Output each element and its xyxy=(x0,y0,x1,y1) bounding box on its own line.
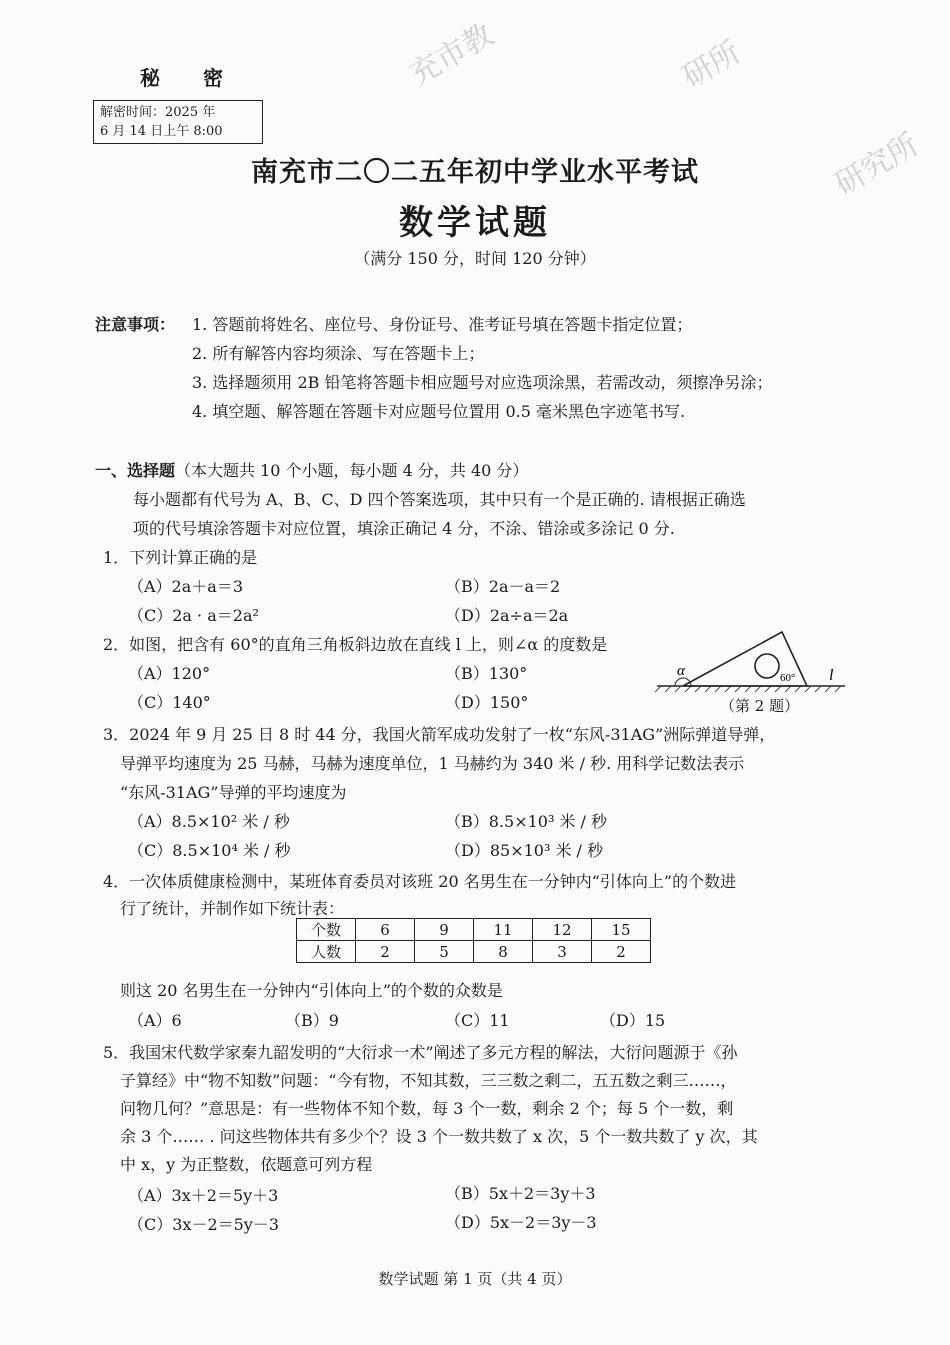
question-2-stem: 2．如图，把含有 60°的直角三角板斜边放在直线 l 上，则∠α 的度数是 xyxy=(103,635,608,654)
label-line-l: l xyxy=(829,667,834,684)
question-2-option-c: （C）140° xyxy=(128,693,211,712)
section-title: 一、选择题 xyxy=(95,461,176,480)
table-row xyxy=(297,941,651,963)
exam-subtitle: （满分 150 分，时间 120 分钟） xyxy=(354,249,596,268)
question-3-stem: “东风-31AG”导弹的平均速度为 xyxy=(120,783,347,802)
label-alpha: α xyxy=(677,663,685,679)
statistics-table xyxy=(296,918,651,963)
table-cell: 个数 xyxy=(297,919,356,941)
ground-hatch xyxy=(655,686,841,692)
question-5-stem: 余 3 个…… . 问这些物体共有多少个？设 3 个一数共数了 x 次，5 个一数共数了 y 次，其 xyxy=(120,1127,758,1146)
watermark: 研所 xyxy=(677,34,747,96)
table-cell: 11 xyxy=(474,919,533,941)
question-3-stem: 3．2024 年 9 月 25 日 8 时 44 分，我国火箭军成功发射了一枚“东风-31AG”洲际弹道导弹， xyxy=(103,725,776,744)
table-cell: 2 xyxy=(592,941,651,963)
table-row xyxy=(297,919,651,941)
table-cell: 12 xyxy=(533,919,592,941)
question-5-option-d: （D）5x－2＝3y－3 xyxy=(445,1213,597,1232)
question-1-option-b: （B）2a－a＝2 xyxy=(445,577,561,596)
question-2-option-b: （B）130° xyxy=(445,664,528,683)
declassification-box xyxy=(93,100,263,144)
question-4-stem: 行了统计，并制作如下统计表： xyxy=(120,899,345,918)
question-3-option-c: （C）8.5×10⁴ 米 / 秒 xyxy=(128,841,291,860)
page-footer: 数学试题 第 1 页（共 4 页） xyxy=(378,1270,572,1288)
table-cell: 2 xyxy=(356,941,415,963)
question-5-stem: 问物几何？”意思是：有一些物体不知个数，每 3 个一数，剩余 2 个；每 5 个一数，剩 xyxy=(120,1099,734,1118)
question-3-option-b: （B）8.5×10³ 米 / 秒 xyxy=(445,812,608,831)
notice-item: 1. 答题前将姓名、座位号、身份证号、准考证号填在答题卡指定位置； xyxy=(192,315,693,334)
question-3-stem: 导弹平均速度为 25 马赫，马赫为速度单位，1 马赫约为 340 米 / 秒. 用科学记数法表示 xyxy=(120,754,745,773)
question-2-figure xyxy=(655,628,855,694)
notice-item: 3. 选择题须用 2B 铅笔将答题卡相应题号对应选项涂黑，若需改动，须擦净另涂； xyxy=(192,373,773,392)
question-5-stem: 中 x，y 为正整数，依题意可列方程 xyxy=(120,1155,373,1174)
section-instructions: 每小题都有代号为 A、B、C、D 四个答案选项，其中只有一个是正确的. 请根据正确选 xyxy=(133,490,746,509)
question-1-stem: 1．下列计算正确的是 xyxy=(103,548,258,567)
question-1-option-a: （A）2a＋a＝3 xyxy=(128,577,243,596)
question-2-option-a: （A）120° xyxy=(128,664,211,683)
question-4-ask: 则这 20 名男生在一分钟内“引体向上”的个数的众数是 xyxy=(120,981,503,1000)
secret-label: 秘 密 xyxy=(140,66,241,90)
notice-label: 注意事项： xyxy=(95,315,176,334)
angle-alpha-arc xyxy=(675,678,691,686)
table-cell: 6 xyxy=(356,919,415,941)
subject-title: 数学试题 xyxy=(399,203,551,243)
figure-caption: （第 2 题） xyxy=(720,697,800,715)
section-instructions: 项的代号填涂答题卡对应位置，填涂正确记 4 分，不涂、错涂或多涂记 0 分. xyxy=(133,519,675,538)
question-2-option-d: （D）150° xyxy=(445,693,529,712)
question-4-stem: 4．一次体质健康检测中，某班体育委员对该班 20 名男生在一分钟内“引体向上”的个数进 xyxy=(103,872,737,891)
watermark: 研究所 xyxy=(829,127,925,203)
table-cell: 5 xyxy=(415,941,474,963)
table-cell: 人数 xyxy=(297,941,356,963)
question-4-option-b: （B）9 xyxy=(285,1011,339,1030)
label-60-degrees: 60° xyxy=(780,672,796,684)
table-cell: 3 xyxy=(533,941,592,963)
question-1-option-d: （D）2a÷a＝2a xyxy=(445,606,569,625)
question-4-option-c: （C）11 xyxy=(445,1011,510,1030)
table-cell: 8 xyxy=(474,941,533,963)
question-3-option-a: （A）8.5×10² 米 / 秒 xyxy=(128,812,290,831)
notice-item: 2. 所有解答内容均须涂、写在答题卡上； xyxy=(192,344,485,363)
table-cell: 15 xyxy=(592,919,651,941)
question-5-stem: 子算经》中“物不知数”问题：“今有物，不知其数，三三数之剩二，五五数之剩三……， xyxy=(120,1071,737,1090)
question-4-option-a: （A）6 xyxy=(128,1011,182,1030)
ruler-hole xyxy=(755,654,779,678)
section-heading xyxy=(95,458,528,481)
question-5-option-c: （C）3x－2＝5y－3 xyxy=(128,1215,280,1234)
question-4-option-d: （D）15 xyxy=(600,1011,666,1030)
notice-item: 4. 填空题、解答题在答题卡对应题号位置用 0.5 毫米黑色字迹笔书写. xyxy=(192,402,686,421)
watermark: 充市教 xyxy=(404,17,500,93)
question-1-option-c: （C）2a · a＝2a² xyxy=(128,606,259,625)
exam-title: 南充市二〇二五年初中学业水平考试 xyxy=(251,157,699,188)
question-3-option-d: （D）85×10³ 米 / 秒 xyxy=(445,841,604,860)
declass-line: 解密时间：2025 年 xyxy=(100,105,216,120)
section-desc: （本大题共 10 个小题，每小题 4 分，共 40 分） xyxy=(175,461,529,480)
table-cell: 9 xyxy=(415,919,474,941)
declass-line: 6 月 14 日上午 8:00 xyxy=(100,124,223,139)
question-5-option-a: （A）3x＋2＝5y＋3 xyxy=(128,1186,279,1205)
question-5-stem: 5．我国宋代数学家秦九韶发明的“大衍求一术”阐述了多元方程的解法，大衍问题源于《孙 xyxy=(103,1043,738,1062)
question-5-option-b: （B）5x＋2＝3y＋3 xyxy=(445,1184,596,1203)
